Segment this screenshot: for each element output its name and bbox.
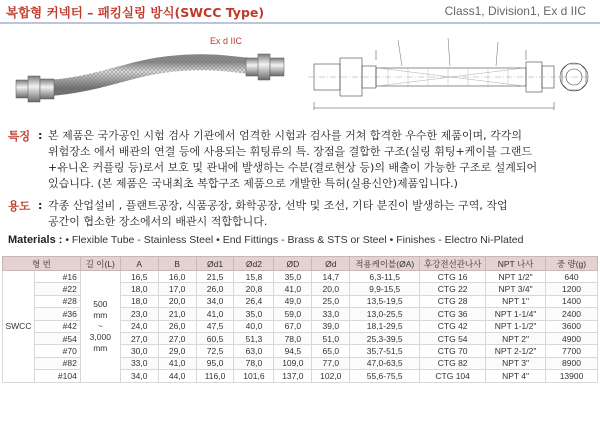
table-cell: NPT 2": [486, 332, 546, 344]
table-cell: 41,0: [196, 308, 234, 320]
table-cell: NPT 1/2": [486, 271, 546, 283]
usage-label: 용도: [8, 199, 31, 213]
table-cell: 23,0: [120, 308, 158, 320]
table-cell: 72,5: [196, 345, 234, 357]
table-cell: 67,0: [274, 320, 312, 332]
table-cell: 13,0-25,5: [350, 308, 420, 320]
table-cell: 20,0: [312, 283, 350, 295]
table-cell: 26,4: [234, 295, 274, 307]
table-cell: 8900: [546, 357, 598, 369]
classification-label: Class1, Division1, Ex d IIC: [444, 4, 586, 18]
column-header: Ød: [312, 257, 350, 271]
table-cell: CTG 28: [420, 295, 486, 307]
table-cell: 16,5: [120, 271, 158, 283]
table-cell: 26,0: [196, 283, 234, 295]
model-cell: #82: [34, 357, 80, 369]
table-cell: 49,0: [274, 295, 312, 307]
table-cell: 18,0: [120, 295, 158, 307]
table-cell: 16,0: [158, 271, 196, 283]
series-cell: SWCC: [3, 271, 35, 383]
table-cell: 59,0: [274, 308, 312, 320]
column-header: ØD: [274, 257, 312, 271]
length-line: 3,000: [89, 331, 111, 342]
table-cell: 26,0: [158, 320, 196, 332]
table-cell: 29,0: [158, 345, 196, 357]
features-line: +유니온 커플링 등)로서 보호 및 관내에 발생하는 수분(결로현상 등)의 배출이 가능한 구조로 설계되어: [48, 161, 538, 174]
length-line: mm: [93, 342, 108, 353]
length-line: 500: [93, 298, 108, 309]
column-header: Ød2: [234, 257, 274, 271]
column-header: 적용케이블(ØA): [350, 257, 420, 271]
table-cell: 40,0: [234, 320, 274, 332]
column-header: B: [158, 257, 196, 271]
technical-drawing: [298, 30, 594, 124]
table-cell: 17,0: [158, 283, 196, 295]
table-cell: 77,0: [312, 357, 350, 369]
table-cell: 21,5: [196, 271, 234, 283]
table-cell: 2400: [546, 308, 598, 320]
table-cell: 35,7-51,5: [350, 345, 420, 357]
table-cell: 44,0: [158, 370, 196, 382]
table-cell: 34,0: [120, 370, 158, 382]
table-cell: 3600: [546, 320, 598, 332]
table-cell: 33,0: [312, 308, 350, 320]
product-photo: [10, 30, 290, 124]
table-cell: 24,0: [120, 320, 158, 332]
table-cell: 21,0: [158, 308, 196, 320]
usage-section: 용도 : 각종 산업설비 , 플랜트공장, 식품공장, 화학공장, 선박 및 조선, 기타 분진이 발생하는 구역, 작업 공간이 협소한 장소에서의 배관시 적합합니다.: [8, 198, 598, 232]
model-cell: #104: [34, 370, 80, 382]
materials-line: [8, 234, 598, 250]
right-fitting: [246, 54, 284, 80]
table-cell: NPT 2-1/2": [486, 345, 546, 357]
table-cell: 25,0: [312, 295, 350, 307]
column-header: 형 번: [3, 257, 81, 271]
model-cell: #36: [34, 308, 80, 320]
table-cell: 18,0: [120, 283, 158, 295]
page-title: 복합형 커넥터 – 패킹실링 방식(SWCC Type): [6, 5, 265, 20]
left-fitting: [16, 76, 54, 102]
material-item: • Flexible Tube - Stainless Steel: [65, 234, 214, 246]
table-cell: 63,0: [234, 345, 274, 357]
table-cell: 116,0: [196, 370, 234, 382]
table-cell: 27,0: [120, 332, 158, 344]
table-cell: 1200: [546, 283, 598, 295]
table-cell: 7700: [546, 345, 598, 357]
table-cell: 1400: [546, 295, 598, 307]
features-label: 특징: [8, 129, 31, 143]
model-cell: #22: [34, 283, 80, 295]
table-cell: 14,7: [312, 271, 350, 283]
table-cell: CTG 70: [420, 345, 486, 357]
table-cell: 20,0: [158, 295, 196, 307]
table-cell: CTG 104: [420, 370, 486, 382]
table-cell: 13,5-19,5: [350, 295, 420, 307]
model-cell: #16: [34, 271, 80, 283]
table-cell: CTG 22: [420, 283, 486, 295]
ex-rating-label: Ex d IIC: [210, 36, 243, 46]
table-cell: 95,0: [196, 357, 234, 369]
materials-label: Materials :: [8, 234, 63, 246]
table-cell: 65,0: [312, 345, 350, 357]
table-cell: NPT 4": [486, 370, 546, 382]
table-cell: 6,3-11,5: [350, 271, 420, 283]
table-cell: 9,9-15,5: [350, 283, 420, 295]
usage-line: 각종 산업설비 , 플랜트공장, 식품공장, 화학공장, 선박 및 조선, 기타 분진이 발생하는 구역, 작업: [48, 199, 508, 212]
table-cell: 78,0: [234, 357, 274, 369]
table-cell: 4900: [546, 332, 598, 344]
table-cell: 101,6: [234, 370, 274, 382]
table-cell: 34,0: [196, 295, 234, 307]
table-cell: NPT 1-1/4": [486, 308, 546, 320]
table-cell: 60,5: [196, 332, 234, 344]
table-cell: NPT 3": [486, 357, 546, 369]
table-row: [3, 271, 598, 283]
table-cell: 33,0: [120, 357, 158, 369]
column-header: NPT 나사: [486, 257, 546, 271]
table-cell: CTG 36: [420, 308, 486, 320]
model-cell: #42: [34, 320, 80, 332]
page-header: [0, 0, 600, 24]
table-cell: 41,0: [274, 283, 312, 295]
model-cell: #28: [34, 295, 80, 307]
features-section: 특징 : 본 제품은 국가공인 시험 검사 기관에서 엄격한 시험과 검사를 거쳐 합격한 우수한 제품이며, 각각의 위험장소 에서 배관의 연결 등에 사용되는 휘팅류의 특. 장점을 결합한 구조(실링 휘팅+케이블 그랜드 +유니온 커플링 등)로서 보호 및 관내에 발생하는 수분(결로현상 등)의 배출이 가능한 구조로 설계되어 있습니다. (본 제품은 국내최초 복합구조 제품으로 개발한 특허(실용신안)제품입니다.): [8, 128, 598, 194]
material-item: • End Fittings - Brass & STS or Steel: [216, 234, 387, 246]
column-header: 후강전선관나사: [420, 257, 486, 271]
table-cell: CTG 82: [420, 357, 486, 369]
table-cell: 27,0: [158, 332, 196, 344]
table-cell: CTG 54: [420, 332, 486, 344]
table-cell: 20,8: [234, 283, 274, 295]
features-line: 본 제품은 국가공인 시험 검사 기관에서 엄격한 시험과 검사를 거쳐 합격한 우수한 제품이며, 각각의: [48, 129, 522, 142]
table-cell: CTG 42: [420, 320, 486, 332]
usage-line: 공간이 협소한 장소에서의 배관시 적합합니다.: [48, 215, 268, 228]
table-cell: 640: [546, 271, 598, 283]
material-item: • Finishes - Electro Ni-Plated: [389, 234, 524, 246]
table-cell: 102,0: [312, 370, 350, 382]
table-cell: 35,0: [274, 271, 312, 283]
table-cell: 30,0: [120, 345, 158, 357]
table-cell: NPT 3/4": [486, 283, 546, 295]
table-cell: 47,0-63,5: [350, 357, 420, 369]
column-header: 중 량(g): [546, 257, 598, 271]
table-header-row: [3, 257, 598, 271]
table-cell: 137,0: [274, 370, 312, 382]
table-cell: 39,0: [312, 320, 350, 332]
table-cell: NPT 1-1/2": [486, 320, 546, 332]
table-cell: CTG 16: [420, 271, 486, 283]
model-cell: #70: [34, 345, 80, 357]
table-cell: 51,0: [312, 332, 350, 344]
length-line: ~: [97, 320, 103, 331]
table-cell: 18,1-29,5: [350, 320, 420, 332]
table-cell: 78,0: [274, 332, 312, 344]
table-cell: 55,6-75,5: [350, 370, 420, 382]
table-cell: 109,0: [274, 357, 312, 369]
table-cell: 51,3: [234, 332, 274, 344]
table-cell: NPT 1": [486, 295, 546, 307]
features-line: 위험장소 에서 배관의 연결 등에 사용되는 휘팅류의 특. 장점을 결합한 구조(실링 휘팅+케이블 그랜드: [48, 145, 533, 158]
model-cell: #54: [34, 332, 80, 344]
column-header: 길 이(L): [80, 257, 120, 271]
table-cell: 94,5: [274, 345, 312, 357]
table-cell: 47,5: [196, 320, 234, 332]
table-cell: 13900: [546, 370, 598, 382]
column-header: A: [120, 257, 158, 271]
table-cell: 25,3-39,5: [350, 332, 420, 344]
spec-table: [2, 256, 598, 383]
table-cell: 35,0: [234, 308, 274, 320]
features-line: 있습니다. (본 제품은 국내최초 복합구조 제품으로 개발한 특허(실용신안)제품입니다.): [48, 177, 458, 190]
table-cell: 41,0: [158, 357, 196, 369]
length-line: mm: [93, 309, 108, 320]
length-cell: [80, 271, 120, 383]
table-cell: 15,8: [234, 271, 274, 283]
column-header: Ød1: [196, 257, 234, 271]
